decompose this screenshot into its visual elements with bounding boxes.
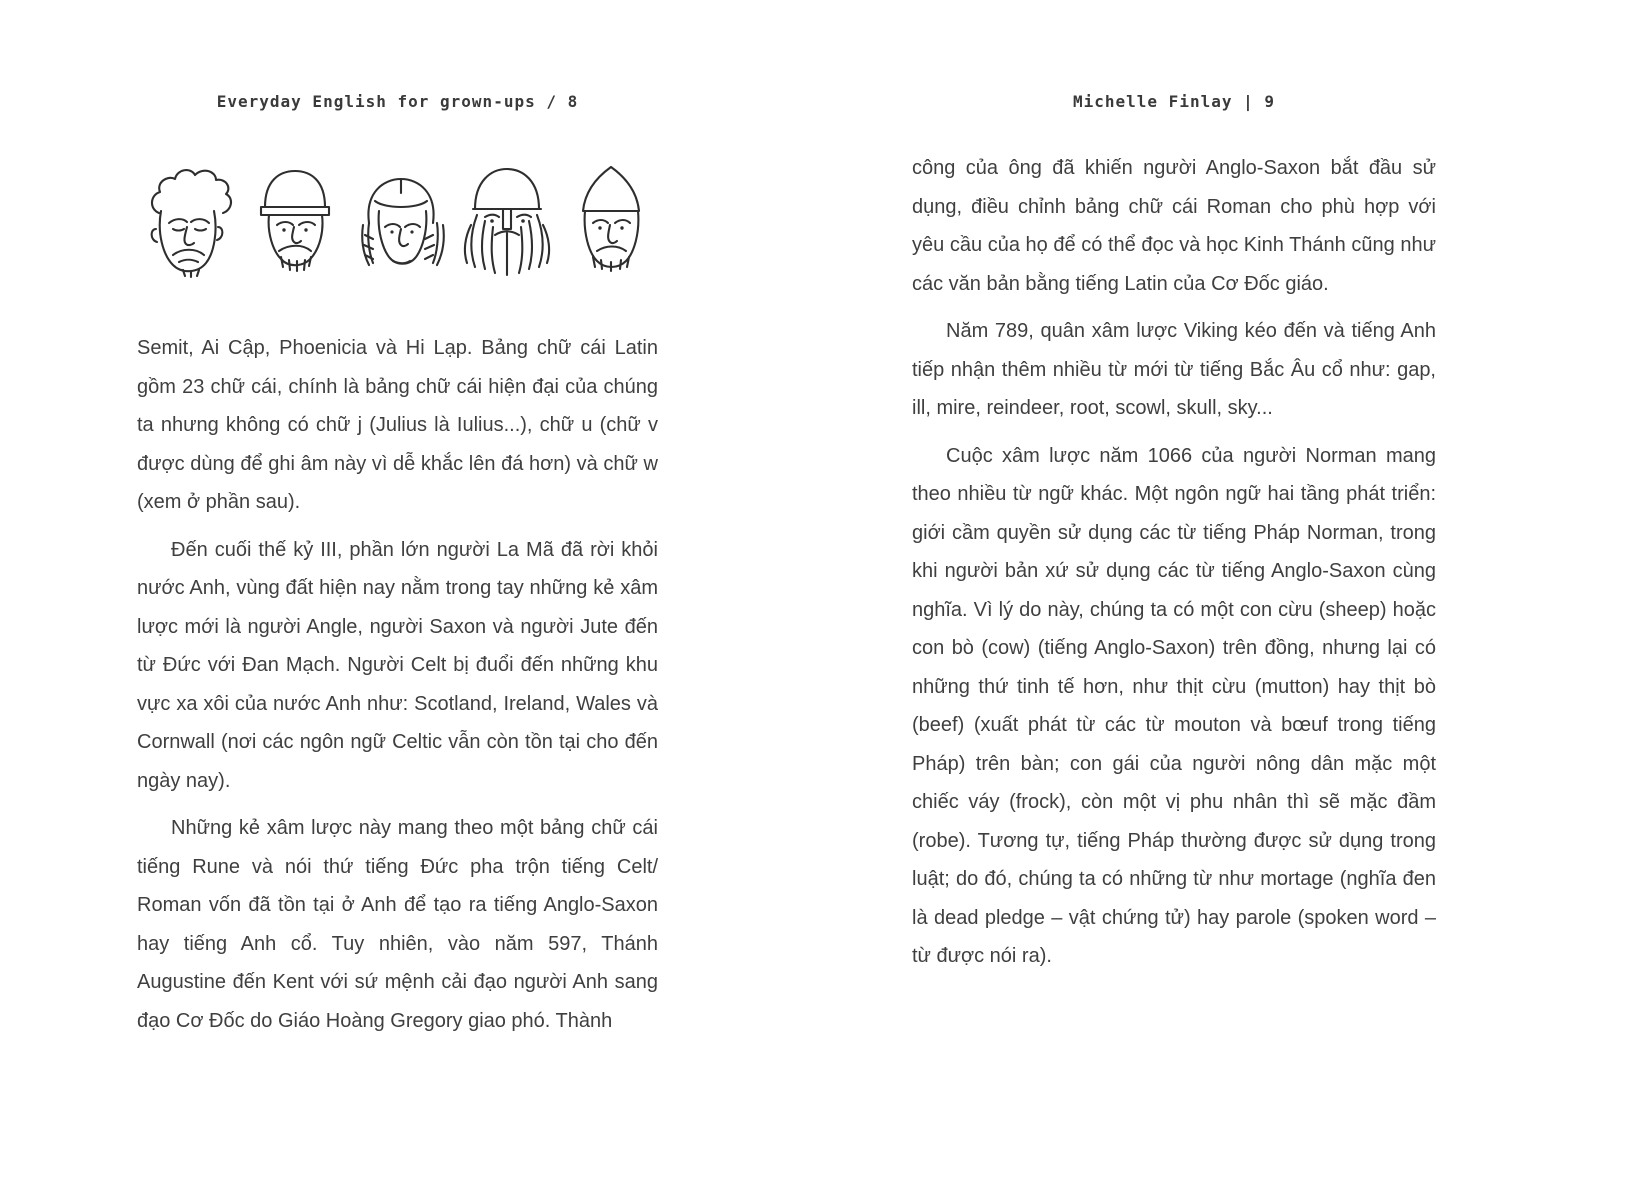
page-left (137, 92, 658, 1040)
right-page-text (912, 149, 1436, 976)
paragraph: Đến cuối thế kỷ III, phần lớn người La Mã đã rời khỏi nước Anh, vùng đất hiện nay nằm trong tay những kẻ xâm lược mới là người Angle, người Saxon và người Jute đến từ Đức với Đan Mạch. Người Celt bị đuổi đến những khu vực xa xôi của nước Anh như: Scotland, Ireland, Wales và Cornwall (nơi các ngôn ngữ Celtic vẫn còn tồn tại cho đến ngày nay). (137, 538, 658, 792)
left-page-text (137, 329, 658, 1040)
curly-haired-man-face-icon (152, 170, 231, 277)
page-right (912, 92, 1436, 976)
conical-helmet-man-face-icon (583, 167, 639, 271)
braided-woman-face-icon (362, 179, 444, 265)
paragraph: Cuộc xâm lược năm 1066 của người Norman mang theo nhiều từ ngữ khác. Một ngôn ngữ hai tầng phát triển: giới cầm quyền sử dụng các từ tiếng Pháp Norman, trong khi người bản xứ sử dụng các từ tiếng Anglo-Saxon cùng nghĩa. Vì lý do này, chúng ta có một con cừu (sheep) hoặc con bò (cow) (tiếng Anglo-Saxon) trên đồng, nhưng lại có những thứ tinh tế hơn, như thịt cừu (mutton) hay thịt bò (beef) (xuất phát từ các từ mouton và bœuf trong tiếng Pháp) trên bàn; con gái của người nông dân mặc một chiếc váy (frock), còn một vị phu nhân thì sẽ mặc đầm (robe). Tương tự, tiếng Pháp thường được sử dụng trong luật; do đó, chúng ta có những từ như mortage (nghĩa đen là dead pledge – vật chứng tử) hay parole (spoken word – từ được nói ra). (912, 444, 1436, 967)
paragraph: Năm 789, quân xâm lược Viking kéo đến và tiếng Anh tiếp nhận thêm nhiều từ mới từ tiếng Bắc Âu cổ như: gap, ill, mire, reindeer, root, scowl, skull, sky... (912, 320, 1436, 419)
right-page-header: Michelle Finlay | 9 (1072, 92, 1276, 111)
paragraph: Những kẻ xâm lược này mang theo một bảng chữ cái tiếng Rune và nói thứ tiếng Đức pha trộn tiếng Celt/ Roman vốn đã tồn tại ở Anh để tạo ra tiếng Anglo-Saxon hay tiếng Anh cổ. Tuy nhiên, vào năm 597, Thánh Augustine đến Kent với sứ mệnh cải đạo người Anh sang đạo Cơ Đốc do Giáo Hoàng Gregory giao phó. Thành (137, 817, 658, 1032)
helmeted-man-face-icon (261, 171, 329, 271)
five-faces-drawing (137, 161, 658, 311)
paragraph: công của ông đã khiến người Anglo-Saxon bắt đầu sử dụng, điều chỉnh bảng chữ cái Roman cho phù hợp với yêu cầu của họ để có thể đọc và học Kinh Thánh cũng như các văn bản bằng tiếng Latin của Cơ Đốc giáo. (912, 157, 1436, 295)
paragraph: Semit, Ai Cập, Phoenicia và Hi Lạp. Bảng chữ cái Latin gồm 23 chữ cái, chính là bảng chữ cái hiện đại của chúng ta nhưng không có chữ j (Julius là Iulius...), chữ u (chữ v được dùng để ghi âm này vì dễ khắc lên đá hơn) và chữ w (xem ở phần sau). (137, 337, 658, 513)
bearded-viking-face-icon (465, 169, 549, 275)
left-page-header: Everyday English for grown-ups / 8 (216, 92, 579, 111)
five-faces-illustration (137, 161, 658, 311)
